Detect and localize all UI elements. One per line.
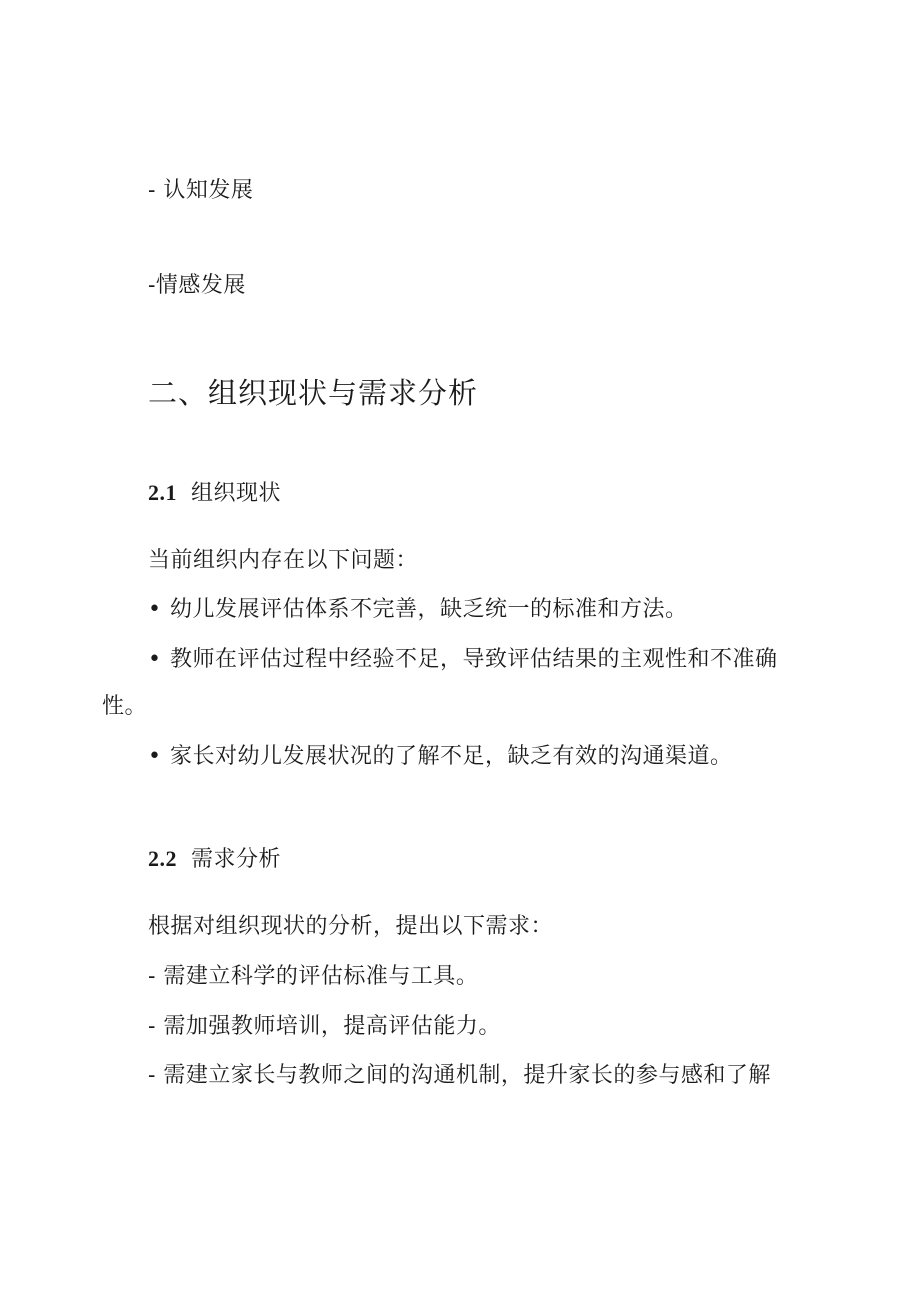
subsection-number: 2.2 [148,846,177,871]
subsection-title: 需求分析 [191,847,282,872]
bullet-item [148,595,688,625]
list-item-need: - 需加强教师培训，提高评估能力。 [148,1014,501,1039]
subsection-heading-2-2 [148,844,281,875]
subsection-heading-2-1 [148,478,281,509]
subsection-number: 2.1 [148,480,177,505]
bullet-icon: • [148,647,162,672]
bullet-text: 幼儿发展评估体系不完善，缺乏统一的标准和方法。 [170,597,688,622]
bullet-continuation: 性。 [102,694,148,719]
list-item-need: - 需建立科学的评估标准与工具。 [148,964,479,989]
subsection-title: 组织现状 [191,481,282,506]
list-item-cognitive: - 认知发展 [148,178,254,203]
list-item-emotional: -情感发展 [148,273,246,298]
bullet-icon: • [148,744,162,769]
bullet-icon: • [148,597,162,622]
bullet-text: 家长对幼儿发展状况的了解不足，缺乏有效的沟通渠道。 [170,744,733,769]
bullet-text: 教师在评估过程中经验不足，导致评估结果的主观性和不准确 [170,647,778,672]
paragraph-intro: 当前组织内存在以下问题： [148,548,419,573]
section-heading: 二、组织现状与需求分析 [148,376,479,410]
paragraph-intro: 根据对组织现状的分析，提出以下需求： [148,914,554,939]
bullet-item [148,742,733,772]
list-item-need: - 需建立家长与教师之间的沟通机制，提升家长的参与感和了解 [148,1063,771,1088]
bullet-item [148,645,778,675]
